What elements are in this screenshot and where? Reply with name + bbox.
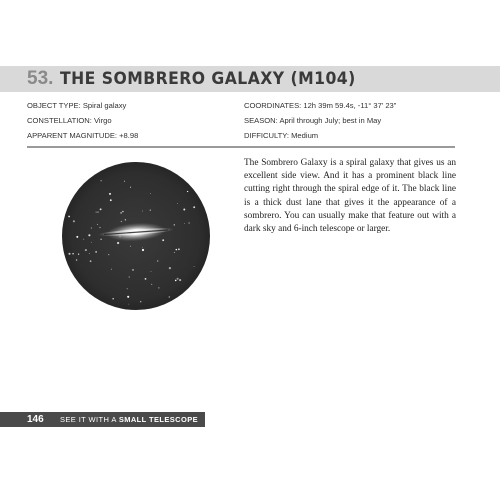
coordinates: COORDINATES: 12h 39m 59.4s, -11° 37’ 23”	[244, 101, 397, 110]
description-text: The Sombrero Galaxy is a spiral galaxy that gives us an excellent side view. And it has a prominent black line cutting right through the spiral edge of it. The black line is a thick dust lane that gives it the appearance of a sombrero. You can usually make that feature out with a dark sky and 6-inch telescope or larger.	[244, 158, 456, 235]
constellation: CONSTELLATION: Virgo	[27, 116, 112, 125]
galaxy-image	[62, 162, 210, 310]
entry-number: 53.	[27, 68, 54, 89]
facts-right-column	[244, 98, 396, 143]
page-title: THE SOMBRERO GALAXY (M104)	[60, 69, 356, 89]
object-type: OBJECT TYPE: Spiral galaxy	[27, 101, 127, 110]
apparent-magnitude: APPARENT MAGNITUDE: +8.98	[27, 131, 139, 140]
season: SEASON: April through July; best in May	[244, 116, 382, 125]
page-number: 146	[27, 414, 44, 425]
facts-left-column	[27, 98, 138, 143]
divider	[27, 146, 455, 148]
footer-section-label	[60, 412, 198, 427]
difficulty: DIFFICULTY: Medium	[244, 131, 319, 140]
footer-text-plain: SEE IT WITH A	[60, 415, 119, 424]
footer-text-bold: SMALL TELESCOPE	[118, 415, 199, 424]
